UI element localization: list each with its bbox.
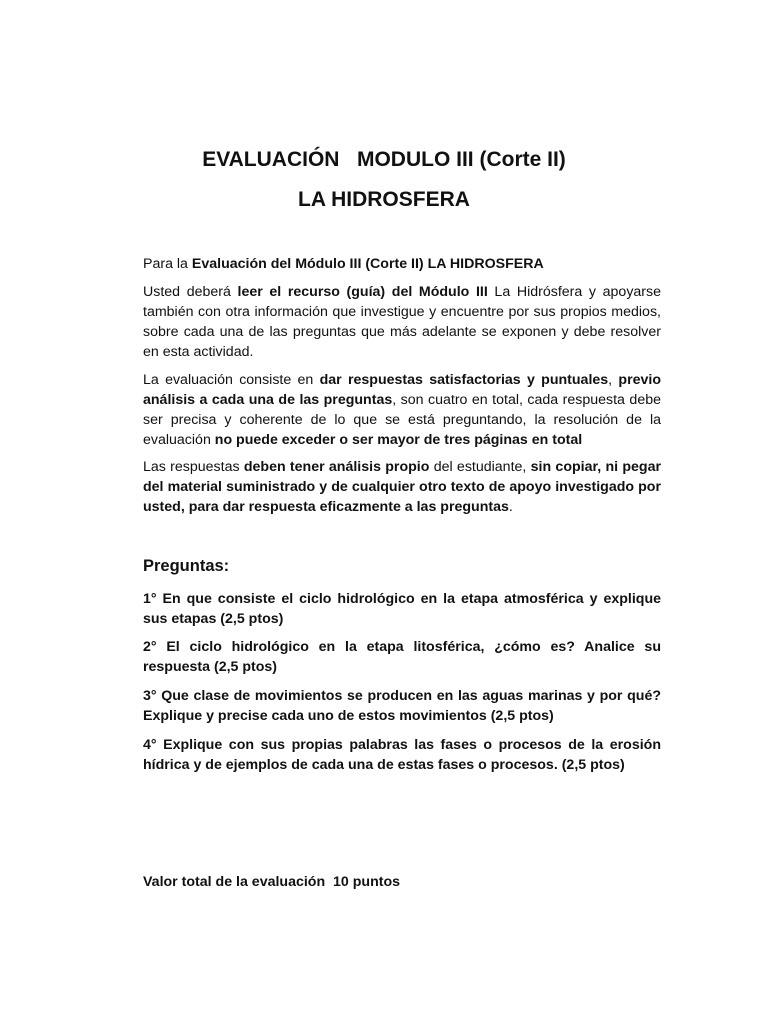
p2-text-1: La evaluación consiste en bbox=[143, 372, 320, 388]
instructions-paragraph-1 bbox=[143, 282, 661, 362]
p1-text-1: Usted deberá bbox=[143, 284, 238, 300]
document-subtitle: LA HIDROSFERA bbox=[298, 188, 470, 211]
p2-text-2: , bbox=[608, 372, 619, 388]
questions-heading: Preguntas: bbox=[143, 557, 230, 575]
p3-bold-1: deben tener análisis propio bbox=[243, 459, 430, 475]
document-title: EVALUACIÓN MODULO III (Corte II) bbox=[202, 148, 566, 171]
p3-text-3: . bbox=[508, 499, 513, 515]
instructions-paragraph-3 bbox=[143, 457, 661, 517]
p3-bold-2: sin copiar, ni pegar del material suministrado y de cualquier otro texto de apoyo investigado por usted, para dar respuesta eficazmente a las preguntas bbox=[143, 459, 661, 515]
total-value: Valor total de la evaluación 10 puntos bbox=[143, 874, 401, 890]
p2-bold-1: dar respuestas satisfactorias y puntuales bbox=[319, 372, 609, 388]
intro-text: Para la bbox=[143, 256, 192, 272]
question-2: 2° El ciclo hidrológico en la etapa litosférica, ¿cómo es? Analice su respuesta (2,5 ptos) bbox=[143, 639, 661, 675]
p1-text-2: La Hidrósfera y apoyarse también con otra información que investigue y encuentre por sus propios medios, sobre cada una de las preguntas que más adelante se exponen y debe resolver en esta actividad. bbox=[143, 284, 662, 360]
p3-text-2: del estudiante, bbox=[429, 459, 531, 475]
p2-text-3: , son cuatro en total, cada respuesta debe ser precisa y coherente de lo que se está preguntando, la resolución de la evaluación bbox=[143, 392, 661, 448]
question-1: 1° En que consiste el ciclo hidrológico en la etapa atmosférica y explique sus etapas (2,5 ptos) bbox=[143, 591, 661, 627]
p2-bold-3: no puede exceder o ser mayor de tres páginas en total bbox=[214, 432, 583, 448]
p3-text-1: Las respuestas bbox=[143, 459, 244, 475]
intro-bold: Evaluación del Módulo III (Corte II) LA HIDROSFERA bbox=[191, 256, 544, 272]
instructions-paragraph-2 bbox=[143, 370, 661, 450]
question-3: 3° Que clase de movimientos se producen en las aguas marinas y por qué? Explique y precise cada uno de estos movimientos (2,5 ptos) bbox=[143, 688, 661, 724]
question-4: 4° Explique con sus propias palabras las fases o procesos de la erosión hídrica y de ejemplos de cada una de estas fases o procesos. (2,5 ptos) bbox=[143, 737, 661, 773]
intro-line bbox=[143, 254, 661, 274]
p2-bold-2: previo análisis a cada una de las preguntas bbox=[143, 372, 661, 408]
p1-bold-1: leer el recurso (guía) del Módulo III bbox=[237, 284, 488, 300]
